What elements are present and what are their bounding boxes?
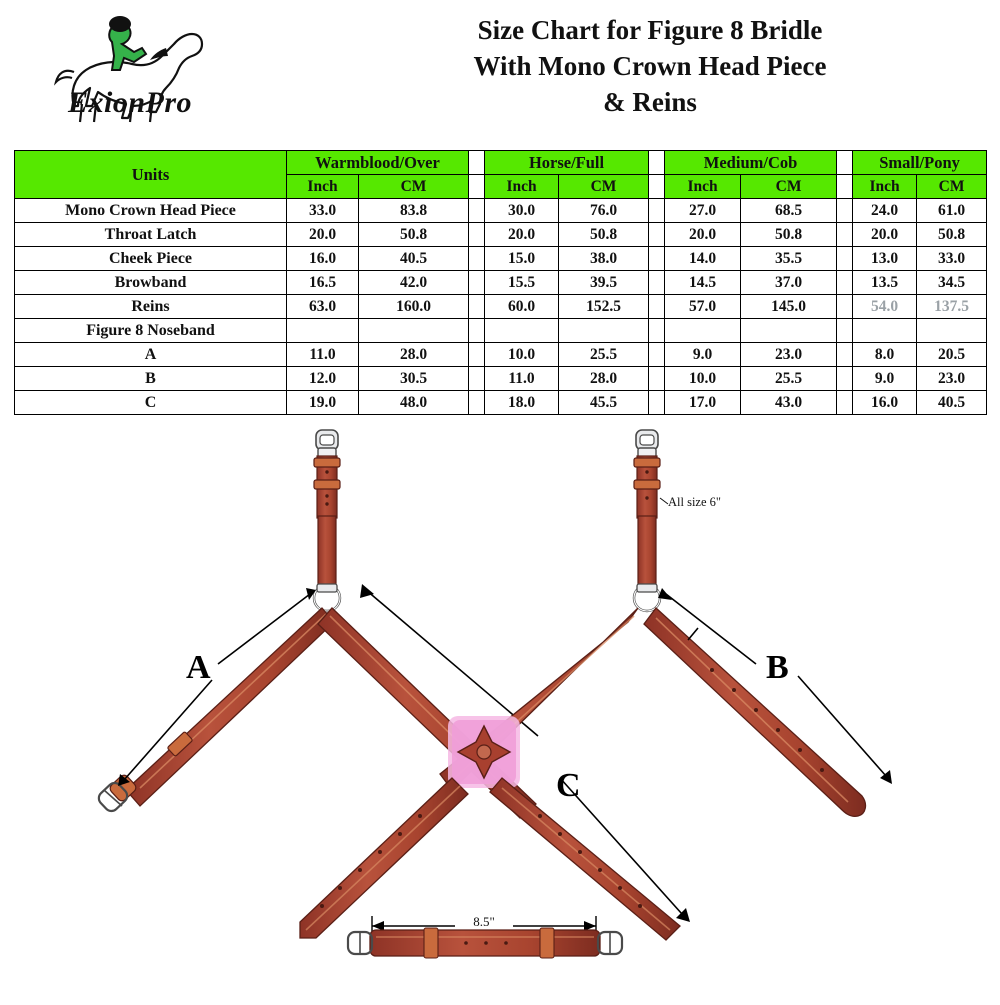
units-header: Units: [15, 151, 287, 199]
spacer: [469, 367, 485, 391]
group-header-medium: Medium/Cob: [665, 151, 837, 175]
cell-value: 33.0: [287, 199, 359, 223]
size-chart-body: [15, 151, 987, 415]
left-arm-lower-left: [96, 608, 334, 814]
row-label: Browband: [15, 271, 287, 295]
spacer: [837, 367, 853, 391]
cell-value: 25.5: [559, 343, 649, 367]
row-label: Cheek Piece: [15, 247, 287, 271]
cell-value: 24.0: [853, 199, 917, 223]
cell-value: 50.8: [917, 223, 987, 247]
cell-value: 27.0: [665, 199, 741, 223]
row-label: B: [15, 367, 287, 391]
page-title-line-1: Size Chart for Figure 8 Bridle: [477, 15, 823, 45]
cell-value: 37.0: [741, 271, 837, 295]
subheader-medium-inch: Inch: [665, 175, 741, 199]
cell-empty: [853, 319, 917, 343]
cell-value: 30.0: [485, 199, 559, 223]
label-a: A: [186, 649, 211, 686]
spacer: [837, 391, 853, 415]
left-arm-buckle-icon: [96, 773, 138, 814]
cell-value: 15.5: [485, 271, 559, 295]
cell-value: 160.0: [359, 295, 469, 319]
bottom-rein-strap: [348, 914, 622, 958]
cell-value: 14.0: [665, 247, 741, 271]
row-label: A: [15, 343, 287, 367]
dimension-arrow-b: [658, 588, 892, 784]
page-title-line-2: With Mono Crown Head Piece: [473, 51, 827, 81]
cell-value: 16.0: [287, 247, 359, 271]
note-rein-width: 8.5": [473, 914, 495, 929]
cell-empty: [485, 319, 559, 343]
spacer: [837, 199, 853, 223]
cell-value: 54.0: [853, 295, 917, 319]
cell-value: 50.8: [359, 223, 469, 247]
page-title: [310, 12, 990, 120]
cell-value: 16.0: [853, 391, 917, 415]
spacer: [837, 295, 853, 319]
cell-value: 11.0: [485, 367, 559, 391]
subheader-warmblood-inch: Inch: [287, 175, 359, 199]
cell-value: 43.0: [741, 391, 837, 415]
cell-value: 10.0: [485, 343, 559, 367]
spacer: [649, 199, 665, 223]
cell-value: 17.0: [665, 391, 741, 415]
spacer: [469, 175, 485, 199]
table-row: [15, 343, 987, 367]
cell-value: 63.0: [287, 295, 359, 319]
cell-value: 40.5: [359, 247, 469, 271]
spacer: [469, 151, 485, 175]
spacer: [649, 223, 665, 247]
table-row: [15, 295, 987, 319]
cell-value: 30.5: [359, 367, 469, 391]
cell-value: 13.0: [853, 247, 917, 271]
spacer: [649, 343, 665, 367]
cell-value: 20.0: [287, 223, 359, 247]
cell-value: 76.0: [559, 199, 649, 223]
cell-value: 50.8: [741, 223, 837, 247]
cell-value: 48.0: [359, 391, 469, 415]
cell-value: 18.0: [485, 391, 559, 415]
cell-empty: [917, 319, 987, 343]
bottom-left-buckle-icon: [348, 932, 372, 954]
cell-empty: [559, 319, 649, 343]
cell-value: 25.5: [741, 367, 837, 391]
spacer: [469, 343, 485, 367]
cell-value: 23.0: [741, 343, 837, 367]
cell-empty: [665, 319, 741, 343]
row-label: Mono Crown Head Piece: [15, 199, 287, 223]
figure-8-center-pad: [448, 716, 520, 788]
cell-empty: [287, 319, 359, 343]
table-row: [15, 199, 987, 223]
spacer: [649, 295, 665, 319]
cell-value: 15.0: [485, 247, 559, 271]
table-header-row-groups: [15, 151, 987, 175]
subheader-medium-cm: CM: [741, 175, 837, 199]
subheader-small-cm: CM: [917, 175, 987, 199]
dimension-arrow-a: [118, 588, 316, 786]
right-arm-lower-right: [644, 608, 865, 816]
cell-value: 8.0: [853, 343, 917, 367]
cell-value: 19.0: [287, 391, 359, 415]
spacer: [837, 175, 853, 199]
subheader-warmblood-cm: CM: [359, 175, 469, 199]
table-row: [15, 223, 987, 247]
cell-value: 152.5: [559, 295, 649, 319]
group-header-small: Small/Pony: [853, 151, 987, 175]
cell-empty: [359, 319, 469, 343]
cell-value: 28.0: [359, 343, 469, 367]
cell-value: 38.0: [559, 247, 649, 271]
subheader-horse-cm: CM: [559, 175, 649, 199]
spacer: [469, 319, 485, 343]
figure-8-noseband-illustration: [0, 418, 1000, 1000]
cell-value: 11.0: [287, 343, 359, 367]
cell-value: 10.0: [665, 367, 741, 391]
note-all-size: All size 6": [668, 495, 722, 509]
cell-value: 33.0: [917, 247, 987, 271]
dimension-arrow-c: [360, 584, 690, 922]
cell-value: 20.5: [917, 343, 987, 367]
cell-value: 39.5: [559, 271, 649, 295]
table-row: [15, 271, 987, 295]
cell-value: 40.5: [917, 391, 987, 415]
cell-value: 83.8: [359, 199, 469, 223]
spacer: [837, 247, 853, 271]
spacer: [837, 271, 853, 295]
cell-value: 50.8: [559, 223, 649, 247]
spacer: [469, 271, 485, 295]
cell-value: 35.5: [741, 247, 837, 271]
page-header: [0, 0, 1000, 148]
label-b: B: [766, 649, 789, 686]
size-chart-table: [14, 150, 987, 415]
cell-value: 34.5: [917, 271, 987, 295]
row-label: C: [15, 391, 287, 415]
cell-value: 9.0: [853, 367, 917, 391]
table-row: [15, 247, 987, 271]
cell-value: 57.0: [665, 295, 741, 319]
row-label: Reins: [15, 295, 287, 319]
table-row: [15, 391, 987, 415]
spacer: [469, 247, 485, 271]
cell-value: 145.0: [741, 295, 837, 319]
spacer: [649, 247, 665, 271]
left-center-ring-icon: [314, 584, 340, 611]
spacer: [469, 199, 485, 223]
cell-value: 61.0: [917, 199, 987, 223]
spacer: [469, 295, 485, 319]
product-diagram: [0, 418, 1000, 1000]
row-label: Throat Latch: [15, 223, 287, 247]
spacer: [837, 343, 853, 367]
left-top-buckle-icon: [316, 430, 338, 457]
cell-value: 14.5: [665, 271, 741, 295]
brand-logo: [16, 8, 306, 133]
cell-value: 68.5: [741, 199, 837, 223]
cell-value: 20.0: [853, 223, 917, 247]
cell-value: 9.0: [665, 343, 741, 367]
spacer: [649, 151, 665, 175]
table-row-section: [15, 319, 987, 343]
spacer: [837, 319, 853, 343]
spacer: [837, 151, 853, 175]
cell-value: 137.5: [917, 295, 987, 319]
cell-value: 20.0: [485, 223, 559, 247]
cell-value: 60.0: [485, 295, 559, 319]
cell-value: 45.5: [559, 391, 649, 415]
row-label: Figure 8 Noseband: [15, 319, 287, 343]
spacer: [469, 391, 485, 415]
spacer: [649, 319, 665, 343]
cell-value: 13.5: [853, 271, 917, 295]
label-c: C: [556, 767, 581, 804]
cell-value: 28.0: [559, 367, 649, 391]
right-top-buckle-icon: [636, 430, 658, 457]
cell-value: 42.0: [359, 271, 469, 295]
page-title-line-3: & Reins: [603, 87, 697, 117]
cell-value: 23.0: [917, 367, 987, 391]
spacer: [649, 271, 665, 295]
bottom-right-buckle-icon: [598, 932, 622, 954]
group-header-horse: Horse/Full: [485, 151, 649, 175]
cell-value: 16.5: [287, 271, 359, 295]
spacer: [649, 175, 665, 199]
cell-value: 12.0: [287, 367, 359, 391]
cell-value: 20.0: [665, 223, 741, 247]
cell-empty: [741, 319, 837, 343]
subheader-small-inch: Inch: [853, 175, 917, 199]
group-header-warmblood: Warmblood/Over: [287, 151, 469, 175]
spacer: [837, 223, 853, 247]
table-row: [15, 367, 987, 391]
right-center-ring-icon: [634, 584, 660, 611]
subheader-horse-inch: Inch: [485, 175, 559, 199]
spacer: [649, 391, 665, 415]
spacer: [469, 223, 485, 247]
brand-logo-text: ExionPro: [68, 86, 193, 119]
size-chart-table-wrap: [14, 150, 986, 415]
spacer: [649, 367, 665, 391]
